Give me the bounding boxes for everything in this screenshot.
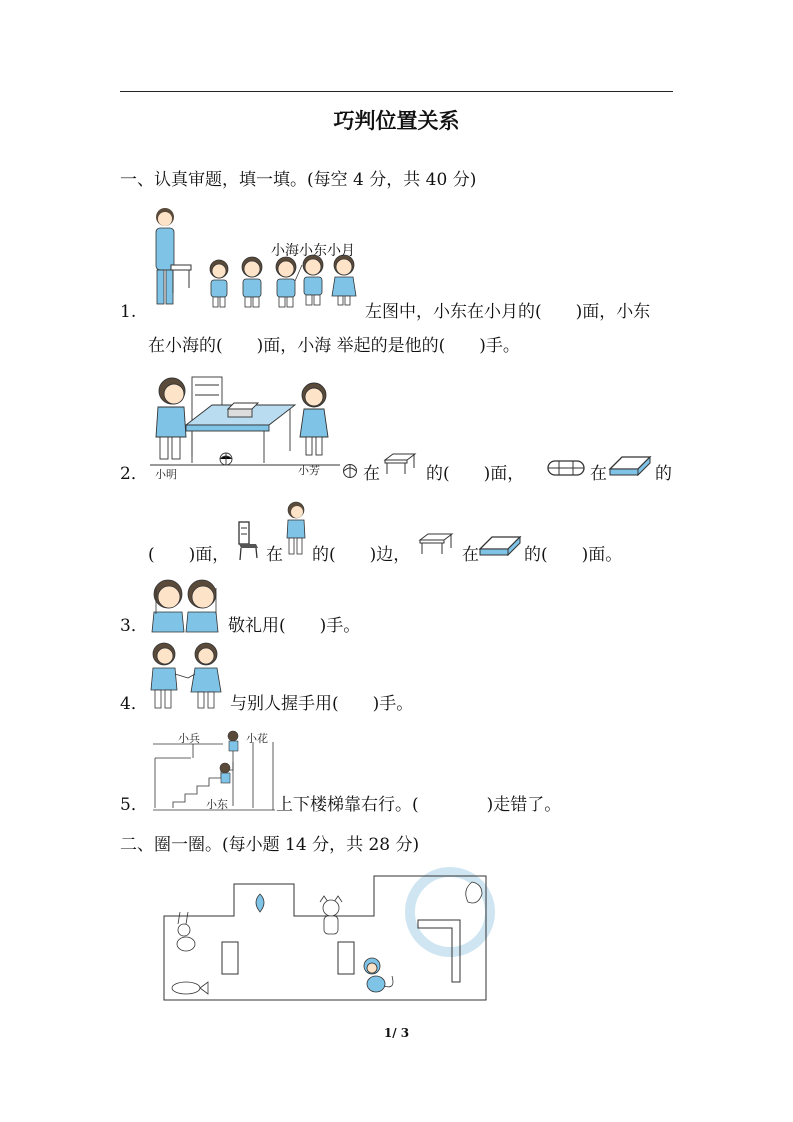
q2-text-zai-4: 在 — [462, 545, 479, 565]
top-rule — [120, 91, 673, 92]
q1-names-label: 小海小东小月 — [271, 243, 355, 259]
q4-text: 与别人握手用( )手。 — [230, 694, 414, 714]
page-number: 1/ 3 — [383, 1026, 410, 1040]
q2-text-2e: 的( )面。 — [524, 545, 623, 565]
ball-icon — [342, 463, 358, 479]
q3-illustration — [148, 574, 222, 632]
book-icon — [608, 455, 652, 479]
q2-text-2a: ( )面， — [148, 545, 230, 565]
q5-label-xiaohua: 小花 — [246, 732, 268, 745]
q2-text-2c: 的( )边， — [312, 545, 411, 565]
q2-illustration — [150, 373, 340, 473]
table-icon — [383, 452, 417, 476]
q5-number: 5． — [120, 795, 148, 815]
q3-number: 3． — [120, 616, 148, 636]
q2-text-zai-1: 在 — [363, 464, 380, 484]
q2-text-zai-2: 在 — [590, 464, 607, 484]
table-icon-2 — [418, 532, 454, 556]
q5-text: 上下楼梯靠右行。( )走错了。 — [276, 795, 562, 815]
q2-label-xiaofang: 小芳 — [298, 464, 320, 477]
q2-text-zai-3: 在 — [266, 545, 283, 565]
q4-number: 4． — [120, 694, 148, 714]
chair-icon — [236, 520, 260, 562]
q1-line2: 在小海的( )面，小海 举起的是他的( )手。 — [148, 336, 520, 356]
section1-heading: 一、认真审题，填一填。(每空 4 分，共 40 分) — [120, 170, 477, 190]
q2-number: 2． — [120, 464, 148, 484]
q2-text-1d: 的 — [655, 464, 672, 484]
q5-label-xiaodong: 小东 — [206, 798, 228, 811]
floor-plan-illustration — [160, 872, 490, 1004]
pencil-case-icon — [547, 459, 585, 477]
book-icon-2 — [478, 535, 522, 559]
q1-line1: 左图中，小东在小月的( )面，小东 — [365, 302, 651, 322]
q5-label-xiaobing: 小兵 — [178, 732, 200, 745]
q2-label-xiaoming: 小明 — [155, 468, 177, 481]
q4-illustration — [148, 640, 224, 712]
q2-text-1b: 的( )面， — [426, 464, 525, 484]
q3-text: 敬礼用( )手。 — [228, 616, 361, 636]
page-title: 巧判位置关系 — [333, 109, 460, 133]
section2-heading: 二、圈一圈。(每小题 14 分，共 28 分) — [120, 835, 420, 855]
q1-number: 1. — [120, 302, 137, 322]
boy-icon — [284, 500, 308, 558]
